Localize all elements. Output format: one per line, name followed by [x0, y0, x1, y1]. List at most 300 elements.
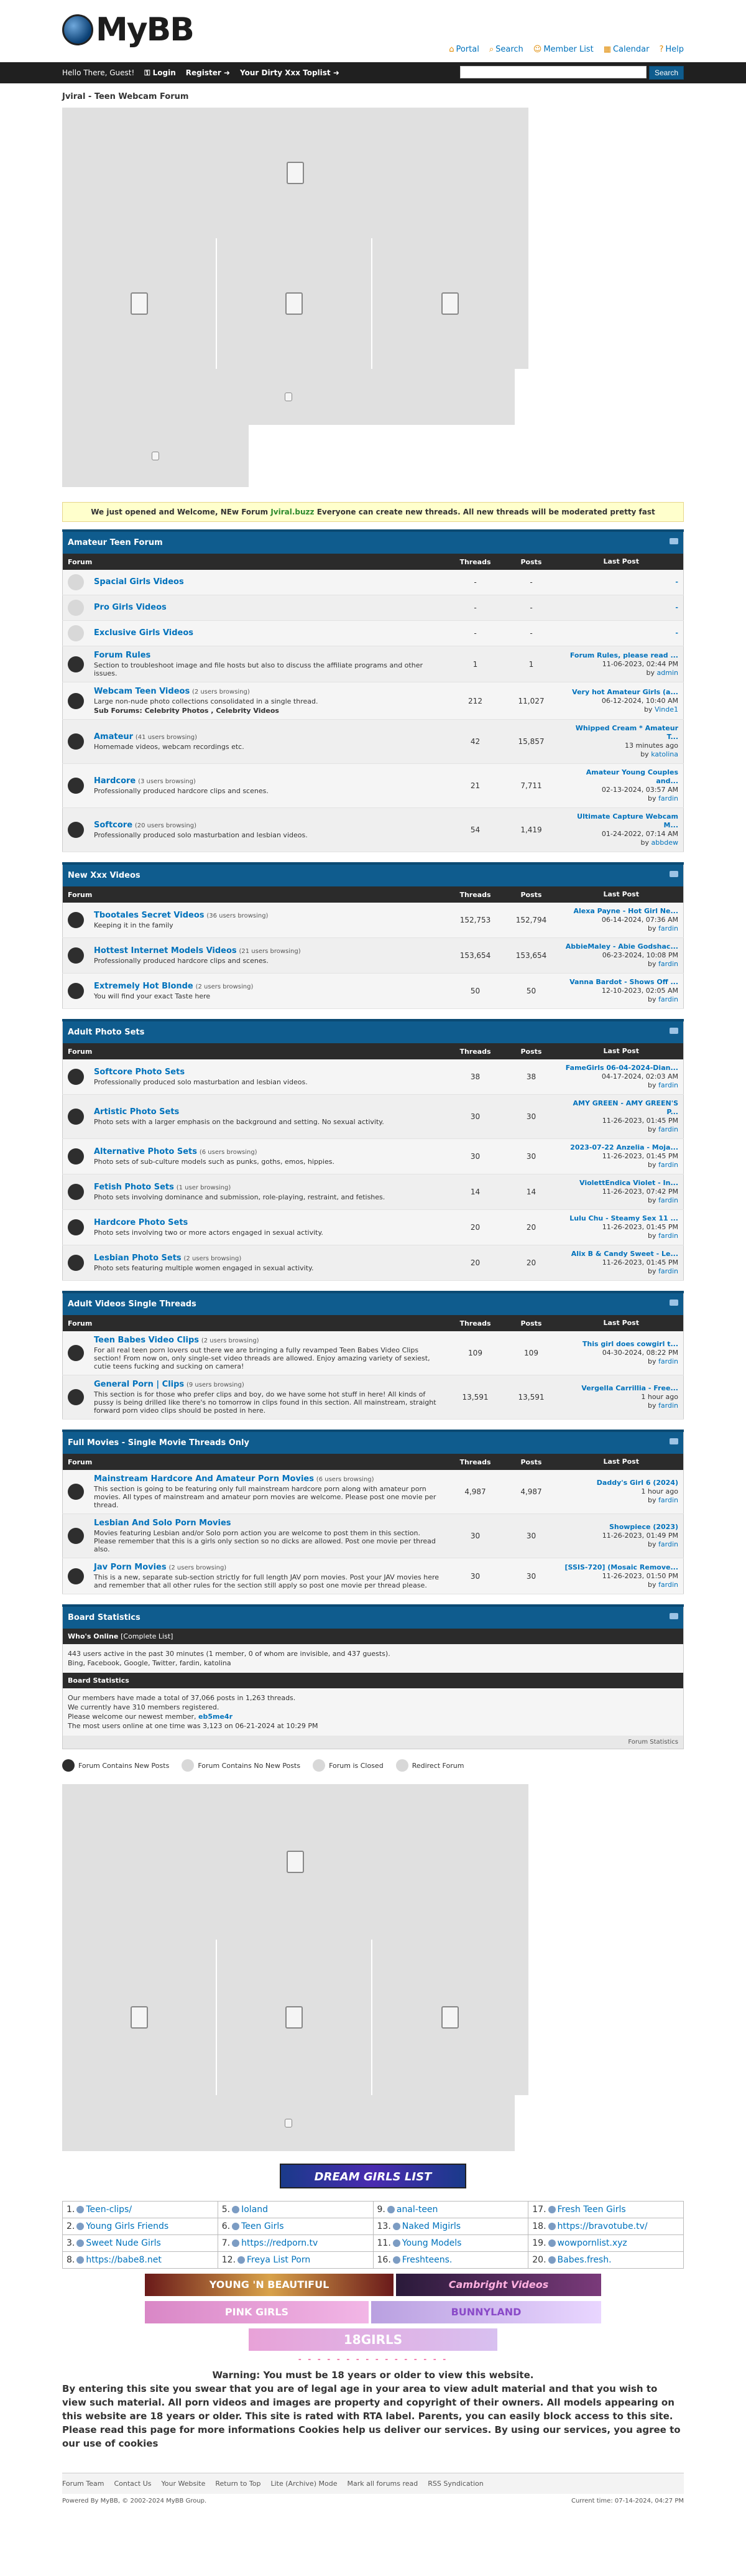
forum-description: Professionally produced solo masturbation and lesbian videos.: [94, 831, 308, 839]
forum-description: Professionally produced hardcore clips and scenes.: [94, 957, 269, 965]
collapse-icon[interactable]: [670, 871, 678, 877]
globe-icon: [62, 14, 93, 45]
last-post-title[interactable]: Alix B & Candy Sweet - Le...: [571, 1250, 678, 1258]
last-post-title[interactable]: Daddy's Girl 6 (2024): [596, 1479, 678, 1487]
forum-link[interactable]: Webcam Teen Videos: [94, 687, 190, 696]
banner-image[interactable]: [62, 1940, 216, 2095]
ad-banner[interactable]: PINK GIRLS: [145, 2301, 369, 2323]
last-post-time: 11-26-2023, 01:45 PM: [602, 1258, 678, 1267]
search-link[interactable]: ⌕ Search: [489, 45, 523, 54]
last-post-author[interactable]: fardin: [658, 1161, 678, 1169]
last-post-author[interactable]: fardin: [658, 1232, 678, 1240]
bottom-nav: [62, 2473, 684, 2494]
category-title[interactable]: Adult Photo Sets: [63, 1020, 684, 1043]
forum-row: [63, 1059, 684, 1095]
last-post-title[interactable]: -: [675, 578, 678, 586]
stats-members: We currently have 310 members registered.: [68, 1703, 219, 1711]
thread-count: 14: [448, 1174, 504, 1210]
partner-link[interactable]: https://bravotube.tv/: [557, 2221, 648, 2231]
forum-link[interactable]: Artistic Photo Sets: [94, 1107, 180, 1117]
board-statistics: Board Statistics Who's Online [Complete List] 443 users active in the past 30 minutes (1 member, 0 of whom are invisible, and 437 guests). Bing, Facebook, Google, Twitter, fardin, katolina Board Statistics Our members have made a total of 37,066 posts in 1,263 threads. We currently have 310 members registered. Please welcome our newest member, eb5me4r The most users online at one time was 3,123 on 06-21-2024 at 10:29 PM Forum Statistics: [62, 1604, 684, 1749]
last-post-title[interactable]: Amateur Young Couples and...: [586, 768, 678, 785]
redirect-forum-icon: [396, 1759, 408, 1772]
forum-link[interactable]: Pro Girls Videos: [94, 602, 167, 612]
forum-statistics-link[interactable]: Forum Statistics: [63, 1736, 684, 1749]
last-post-author[interactable]: fardin: [658, 1196, 678, 1204]
thread-count: 50: [448, 974, 504, 1009]
ad-banner[interactable]: YOUNG 'N BEAUTIFUL: [145, 2274, 394, 2296]
category-title[interactable]: Full Movies - Single Movie Threads Only: [63, 1431, 684, 1454]
last-post-time: 06-23-2024, 10:08 PM: [602, 951, 678, 959]
search-button[interactable]: Search: [649, 66, 684, 80]
newest-member-link[interactable]: eb5me4r: [198, 1713, 233, 1721]
thread-count: -: [448, 621, 504, 646]
partner-link[interactable]: Naked Migirls: [402, 2221, 461, 2231]
forum-link[interactable]: General Porn | Clips: [94, 1380, 185, 1389]
partner-link[interactable]: Freshteens.: [402, 2255, 453, 2265]
last-post: Daddy's Girl 6 (2024) 1 hour ago by fardin: [560, 1470, 684, 1514]
forum-link[interactable]: Fetish Photo Sets: [94, 1183, 174, 1192]
forum-team-link[interactable]: Forum Team: [62, 2480, 104, 2488]
thread-count: 30: [448, 1514, 504, 1558]
thread-count: 152,753: [448, 903, 504, 938]
portal-icon: ⌂: [449, 45, 454, 54]
last-post-author[interactable]: fardin: [658, 1496, 678, 1504]
last-post-time: 11-26-2023, 01:45 PM: [602, 1152, 678, 1160]
lite-mode-link[interactable]: Lite (Archive) Mode: [270, 2480, 338, 2488]
category-title[interactable]: New Xxx Videos: [63, 863, 684, 886]
forum-new-posts-icon: [68, 1484, 84, 1500]
forum-link[interactable]: Hardcore Photo Sets: [94, 1218, 188, 1227]
last-post: [SSIS-720] (Mosaic Remove... 11-26-2023, 01:50 PM by fardin: [560, 1558, 684, 1594]
online-count: 443 users active in the past 30 minutes (1 member, 0 of whom are invisible, and 437 guests).: [68, 1650, 390, 1658]
collapse-icon[interactable]: [670, 1613, 678, 1619]
col-last-post: Last Post: [560, 1454, 684, 1470]
category-title[interactable]: Adult Videos Single Threads: [63, 1292, 684, 1315]
dream-girls-banner[interactable]: DREAM GIRLS LIST: [280, 2164, 466, 2188]
thread-count: 54: [448, 808, 504, 852]
last-post-author[interactable]: fardin: [658, 1580, 678, 1589]
forum-row: [63, 1174, 684, 1210]
partner-link[interactable]: anal-teen: [396, 2205, 438, 2215]
link-cell: 5. Ioland: [218, 2202, 373, 2218]
forum-new-posts-icon: [68, 1568, 84, 1584]
forum-description: Professionally produced hardcore clips and scenes.: [94, 787, 269, 795]
last-post: Showpiece (2023) 11-26-2023, 01:49 PM by fardin: [560, 1514, 684, 1558]
last-post: [560, 621, 684, 646]
browsing-count: (36 users browsing): [206, 913, 269, 919]
banner-image[interactable]: [372, 238, 528, 369]
post-count: 20: [504, 1245, 560, 1281]
post-count: 15,857: [504, 720, 560, 764]
browsing-count: (21 users browsing): [239, 948, 301, 955]
broken-image-icon: [441, 292, 459, 315]
forum-new-posts-icon: [68, 733, 84, 750]
col-posts: Posts: [504, 554, 560, 570]
register-link[interactable]: Register ➜: [185, 68, 231, 77]
col-posts: Posts: [504, 886, 560, 903]
last-post-title[interactable]: 2023-07-22 Anzelia - Moja...: [570, 1143, 678, 1151]
col-posts: Posts: [504, 1043, 560, 1059]
thread-count: 109: [448, 1331, 504, 1375]
forum-new-posts-icon: [68, 1219, 84, 1235]
forum-description: This section is going to be featuring only full mainstream hardcore porn along with amateur porn movies. All types of mainstream and amateur porn movies are welcome. Please post one movie per thread.: [94, 1485, 436, 1509]
thread-count: 153,654: [448, 938, 504, 974]
col-threads: Threads: [448, 886, 504, 903]
forum-link[interactable]: Lesbian And Solo Porn Movies: [94, 1518, 231, 1528]
last-post-title[interactable]: Forum Rules, please read ...: [569, 651, 678, 659]
banner-image[interactable]: [217, 1940, 371, 2095]
complete-list-link[interactable]: [Complete List]: [121, 1632, 173, 1640]
calendar-icon: ▦: [603, 45, 611, 54]
greeting: Hello There, Guest!: [62, 68, 135, 77]
collapse-icon[interactable]: [670, 1438, 678, 1444]
browsing-count: (6 users browsing): [199, 1149, 257, 1156]
banner-area-top: [62, 108, 684, 487]
last-post-author[interactable]: fardin: [658, 794, 678, 802]
last-post: ViolettEndica Violet - In... 11-26-2023, 07:42 PM by fardin: [560, 1174, 684, 1210]
banner-image[interactable]: [217, 238, 371, 369]
link-cell: 8. https://babe8.net: [63, 2252, 218, 2269]
last-post-title[interactable]: This girl does cowgirl t...: [582, 1340, 678, 1348]
forum-description: Section to troubleshoot image and file hosts but also to discuss the affiliate programs and other issues.: [94, 661, 423, 677]
forum-new-posts-icon: [68, 912, 84, 928]
last-post: AbbieMaley - Abie Godshac... 06-23-2024, 10:08 PM by fardin: [560, 938, 684, 974]
link-cell: 16. Freshteens.: [373, 2252, 528, 2269]
last-post: Amateur Young Couples and... 02-13-2024, 03:57 AM by fardin: [560, 764, 684, 808]
last-post-title[interactable]: AbbieMaley - Abie Godshac...: [565, 942, 678, 951]
forum-link[interactable]: Exclusive Girls Videos: [94, 628, 194, 638]
post-count: 30: [504, 1514, 560, 1558]
partner-link[interactable]: Young Models: [402, 2238, 462, 2248]
col-threads: Threads: [448, 1043, 504, 1059]
site-favicon-icon: [548, 2256, 556, 2264]
breadcrumb[interactable]: Jviral - Teen Webcam Forum: [62, 92, 189, 101]
ad-banner[interactable]: Cambright Videos: [396, 2274, 601, 2296]
your-website-link[interactable]: Your Website: [161, 2480, 206, 2488]
last-post-time: 11-26-2023, 01:45 PM: [602, 1117, 678, 1125]
partner-link[interactable]: Fresh Teen Girls: [557, 2205, 626, 2215]
online-users: Bing, Facebook, Google, Twitter, fardin, katolina: [68, 1659, 231, 1667]
col-posts: Posts: [504, 1454, 560, 1470]
last-post-author[interactable]: fardin: [658, 924, 678, 932]
banner-image[interactable]: [62, 1784, 528, 1940]
last-post-time: 11-26-2023, 01:49 PM: [602, 1532, 678, 1540]
forum-category: [62, 529, 684, 852]
last-post-author[interactable]: fardin: [658, 1081, 678, 1089]
forum-description: Large non-nude photo collections consolidated in a single thread.: [94, 697, 318, 705]
return-to-top-link[interactable]: Return to Top: [215, 2480, 261, 2488]
last-post-title[interactable]: Showpiece (2023): [609, 1523, 678, 1531]
forum-category: [62, 1430, 684, 1594]
thread-count: 13,591: [448, 1375, 504, 1420]
forum-link[interactable]: Jav Porn Movies: [94, 1563, 167, 1572]
post-count: 109: [504, 1331, 560, 1375]
last-post-author[interactable]: fardin: [658, 960, 678, 968]
last-post-time: 04-30-2024, 08:22 PM: [602, 1349, 678, 1357]
partner-link[interactable]: Freya List Porn: [247, 2255, 311, 2265]
broken-image-icon: [285, 292, 303, 315]
thread-count: 42: [448, 720, 504, 764]
partner-link[interactable]: Teen Girls: [241, 2221, 284, 2231]
members-icon: ☺: [533, 45, 542, 54]
banner-image[interactable]: [62, 369, 515, 425]
forum-new-posts-icon: [68, 1069, 84, 1085]
ad-row-1: [62, 2274, 684, 2296]
forum-row: [63, 1375, 684, 1420]
link-cell: 3. Sweet Nude Girls: [63, 2235, 218, 2252]
thread-count: -: [448, 570, 504, 595]
closed-forum-icon: [313, 1759, 325, 1772]
last-post-title[interactable]: -: [675, 603, 678, 611]
forum-description: You will find your exact Taste here: [94, 992, 211, 1000]
col-threads: Threads: [448, 1315, 504, 1331]
banner-image[interactable]: [62, 238, 216, 369]
last-post: AMY GREEN - AMY GREEN'S P... 11-26-2023, 01:45 PM by fardin: [560, 1095, 684, 1139]
links-row: [63, 2218, 684, 2235]
redirect-forum-icon: [68, 574, 84, 590]
post-count: 20: [504, 1210, 560, 1245]
banner-image[interactable]: [62, 108, 528, 238]
thread-count: 20: [448, 1210, 504, 1245]
forum-link[interactable]: Extremely Hot Blonde: [94, 982, 193, 991]
browsing-count: (1 user browsing): [176, 1184, 231, 1191]
partner-link[interactable]: Young Girls Friends: [86, 2221, 169, 2231]
logo-text: MyBB: [96, 11, 193, 49]
forum-link[interactable]: Mainstream Hardcore And Amateur Porn Movies: [94, 1474, 314, 1484]
last-post-author[interactable]: admin: [656, 668, 678, 677]
category-title[interactable]: Amateur Teen Forum: [63, 531, 684, 554]
broken-image-icon: [285, 2006, 303, 2029]
last-post-author[interactable]: fardin: [658, 1540, 678, 1548]
partner-link[interactable]: https://redporn.tv: [241, 2238, 318, 2248]
post-count: 152,794: [504, 903, 560, 938]
link-cell: 17. Fresh Teen Girls: [528, 2202, 684, 2218]
site-favicon-icon: [76, 2223, 84, 2230]
col-forum: Forum: [63, 1315, 448, 1331]
board-stats-subtitle: Board Statistics: [63, 1673, 684, 1688]
site-logo[interactable]: [62, 11, 193, 49]
forum-row: [63, 682, 684, 720]
banner-area-bottom: [62, 1784, 684, 2151]
col-last-post: Last Post: [560, 554, 684, 570]
rss-link[interactable]: RSS Syndication: [428, 2480, 484, 2488]
forum-link[interactable]: Alternative Photo Sets: [94, 1147, 197, 1156]
col-forum: Forum: [63, 1043, 448, 1059]
thread-count: 30: [448, 1558, 504, 1594]
site-favicon-icon: [548, 2223, 556, 2230]
member-list-link[interactable]: ☺ Member List: [533, 45, 594, 54]
col-posts: Posts: [504, 1315, 560, 1331]
broken-image-icon: [152, 452, 159, 460]
contact-us-link[interactable]: Contact Us: [114, 2480, 152, 2488]
portal-link[interactable]: ⌂ Portal: [449, 45, 479, 54]
current-time: Current time: 07-14-2024, 04:27 PM: [571, 2498, 684, 2504]
search-form: [460, 66, 684, 80]
forum-link[interactable]: Teen Babes Video Clips: [94, 1336, 199, 1345]
banner-image[interactable]: [62, 425, 249, 487]
forum-link[interactable]: Tbootales Secret Videos: [94, 911, 205, 920]
last-post-title[interactable]: -: [675, 629, 678, 637]
forum-row: [63, 1558, 684, 1594]
collapse-icon[interactable]: [670, 538, 678, 544]
forum-category: [62, 862, 684, 1009]
last-post-author[interactable]: Vinde1: [654, 705, 678, 714]
links-row: [63, 2202, 684, 2218]
forum-description: Photo sets involving two or more actors engaged in sexual activity.: [94, 1229, 323, 1237]
links-row: [63, 2235, 684, 2252]
link-cell: 18. https://bravotube.tv/: [528, 2218, 684, 2235]
warning-body: By entering this site you swear that you are of legal age in your area to view adult material and that you wish to view such material. All porn videos and images are property and copyright of their owners. All models appearing on this website are 18 years or older. This site is rated with RTA label. Parents, you can easily block access to this site. Please read this page for more informations Cookies help us deliver our services. By using our services, you agree to our use of cookies: [62, 2383, 681, 2449]
forum-link[interactable]: Hottest Internet Models Videos: [94, 946, 237, 956]
forum-description: Photo sets of sub-culture models such as punks, goths, emos, hippies.: [94, 1158, 334, 1166]
last-post-author[interactable]: fardin: [658, 1402, 678, 1410]
partner-link[interactable]: Teen-clips/: [86, 2205, 132, 2215]
last-post-title[interactable]: Ultimate Capture Webcam M...: [577, 812, 678, 829]
forum-legend: Forum Contains New Posts Forum Contains No New Posts Forum is Closed Redirect Forum: [62, 1759, 684, 1772]
last-post-author[interactable]: katolina: [651, 750, 678, 758]
last-post-title[interactable]: Vergella Carrillia - Free...: [581, 1384, 678, 1392]
forum-new-posts-icon: [68, 656, 84, 672]
site-favicon-icon: [387, 2206, 395, 2213]
site-favicon-icon: [237, 2256, 245, 2264]
partner-link[interactable]: Sweet Nude Girls: [86, 2238, 161, 2248]
post-count: 13,591: [504, 1375, 560, 1420]
forum-link[interactable]: Amateur: [94, 732, 134, 742]
forum-description: For all real teen porn lovers out there we are bringing a fully revamped Teen Babes Video Clips section! From now on, only single-set video threads are allowed. Enjoy amazing variety of sexiest, cutie teens fucking and sucking on camera!: [94, 1346, 430, 1370]
browsing-count: (2 users browsing): [195, 983, 254, 990]
last-post-author[interactable]: abbdew: [651, 839, 678, 847]
forum-description: Photo sets featuring multiple women engaged in sexual activity.: [94, 1264, 314, 1272]
site-favicon-icon: [76, 2239, 84, 2247]
forum-row: [63, 808, 684, 852]
forum-row: [63, 1331, 684, 1375]
forum-category: [62, 1291, 684, 1420]
board-stats-title: Board Statistics: [63, 1606, 684, 1629]
top-links: [449, 45, 684, 54]
sub-forums[interactable]: Sub Forums: Celebrity Photos , Celebrity Videos: [94, 707, 279, 715]
forum-link[interactable]: Lesbian Photo Sets: [94, 1253, 182, 1263]
site-favicon-icon: [548, 2206, 556, 2213]
forum-link[interactable]: Softcore: [94, 821, 133, 830]
thread-count: 1: [448, 646, 504, 682]
last-post-time: 11-26-2023, 01:50 PM: [602, 1571, 678, 1580]
broken-image-icon: [287, 1851, 304, 1873]
broken-image-icon: [131, 292, 148, 315]
post-count: 11,027: [504, 682, 560, 720]
forum-link[interactable]: Forum Rules: [94, 651, 151, 660]
banner-image[interactable]: [372, 1940, 528, 2095]
forum-row: [63, 764, 684, 808]
forum-new-posts-icon: [68, 1255, 84, 1271]
last-post: Forum Rules, please read ... 11-06-2023, 02:44 PM by admin: [560, 646, 684, 682]
forum-link[interactable]: Hardcore: [94, 776, 136, 786]
last-post: 2023-07-22 Anzelia - Moja... 11-26-2023, 01:45 PM by fardin: [560, 1139, 684, 1174]
last-post-title[interactable]: Whipped Cream * Amateur T...: [575, 724, 678, 741]
site-favicon-icon: [76, 2256, 84, 2264]
site-favicon-icon: [232, 2206, 239, 2213]
mark-read-link[interactable]: Mark all forums read: [347, 2480, 418, 2488]
last-post: Ultimate Capture Webcam M... 01-24-2022, 07:14 AM by abbdew: [560, 808, 684, 852]
thread-count: 20: [448, 1245, 504, 1281]
col-forum: Forum: [63, 1454, 448, 1470]
last-post-time: 02-13-2024, 03:57 AM: [601, 786, 678, 794]
forum-row: [63, 1514, 684, 1558]
ad-row-3: [62, 2328, 684, 2351]
ad-banner[interactable]: 18GIRLS: [249, 2328, 497, 2351]
last-post-title[interactable]: Very hot Amateur Girls (a...: [572, 687, 678, 696]
notice-link[interactable]: Jviral.buzz: [270, 508, 315, 516]
col-threads: Threads: [448, 554, 504, 570]
last-post-author[interactable]: fardin: [658, 1267, 678, 1275]
partner-link[interactable]: Ioland: [241, 2205, 269, 2215]
col-forum: Forum: [63, 554, 448, 570]
browsing-count: (3 users browsing): [138, 778, 196, 785]
last-post: FameGirls 06-04-2024-Dian... 04-17-2024, 02:03 AM by fardin: [560, 1059, 684, 1095]
copyright-bar: [62, 2494, 684, 2508]
link-cell: 9. anal-teen: [373, 2202, 528, 2218]
last-post-title[interactable]: FameGirls 06-04-2024-Dian...: [565, 1064, 678, 1072]
last-post-title[interactable]: Lulu Chu - Steamy Sex 11 ...: [569, 1214, 678, 1222]
forum-link[interactable]: Spacial Girls Videos: [94, 577, 184, 587]
last-post: Alix B & Candy Sweet - Le... 11-26-2023, 01:45 PM by fardin: [560, 1245, 684, 1281]
partner-link[interactable]: wowpornlist.xyz: [557, 2238, 627, 2248]
last-post-title[interactable]: Vanna Bardot - Shows Off ...: [569, 978, 678, 986]
last-post-author[interactable]: fardin: [658, 1125, 678, 1133]
partner-link[interactable]: https://babe8.net: [86, 2255, 162, 2265]
forum-row: [63, 1210, 684, 1245]
site-favicon-icon: [393, 2239, 400, 2247]
link-cell: 6. Teen Girls: [218, 2218, 373, 2235]
last-post-time: 06-14-2024, 07:36 AM: [601, 916, 678, 924]
browsing-count: (6 users browsing): [316, 1476, 374, 1483]
forum-row: [63, 938, 684, 974]
last-post-title[interactable]: AMY GREEN - AMY GREEN'S P...: [573, 1099, 678, 1116]
calendar-link[interactable]: ▦ Calendar: [603, 45, 650, 54]
copyright: Powered By MyBB, © 2002-2024 MyBB Group.: [62, 2498, 207, 2504]
col-forum: Forum: [63, 886, 448, 903]
last-post-title[interactable]: [SSIS-720] (Mosaic Remove...: [564, 1563, 678, 1571]
ad-banner[interactable]: BUNNYLAND: [371, 2301, 601, 2323]
collapse-icon[interactable]: [670, 1300, 678, 1306]
banner-image[interactable]: [62, 2095, 515, 2151]
site-favicon-icon: [393, 2223, 400, 2230]
forum-link[interactable]: Softcore Photo Sets: [94, 1067, 185, 1077]
no-new-posts-icon: [182, 1759, 194, 1772]
partner-link[interactable]: Babes.fresh.: [557, 2255, 612, 2265]
col-last-post: Last Post: [560, 1315, 684, 1331]
last-post-time: 13 minutes ago: [625, 742, 678, 750]
post-count: -: [504, 595, 560, 621]
forum-row: [63, 720, 684, 764]
last-post-author[interactable]: fardin: [658, 995, 678, 1003]
forum-description: This section is for those who prefer clips and boy, do we have some hot stuff in here! All kinds of pussy is being drilled like there's no tomorrow in clips found in this section. All mainstream, straight forward porn video clips should be posted in here.: [94, 1390, 436, 1415]
forum-new-posts-icon: [68, 947, 84, 964]
toplist-link[interactable]: Your Dirty Xxx Toplist ➜: [240, 68, 339, 77]
login-link[interactable]: ⚿ Login: [144, 68, 176, 77]
site-favicon-icon: [393, 2256, 400, 2264]
collapse-icon[interactable]: [670, 1028, 678, 1034]
last-post-title[interactable]: ViolettEndica Violet - In...: [579, 1179, 678, 1187]
last-post-title[interactable]: Alexa Payne - Hot Girl Ne...: [573, 907, 678, 915]
broken-image-icon: [441, 2006, 459, 2029]
site-favicon-icon: [76, 2206, 84, 2213]
search-input[interactable]: [460, 66, 647, 78]
post-count: 30: [504, 1558, 560, 1594]
last-post-author[interactable]: fardin: [658, 1357, 678, 1365]
col-last-post: Last Post: [560, 1043, 684, 1059]
help-link[interactable]: ? Help: [659, 45, 684, 54]
